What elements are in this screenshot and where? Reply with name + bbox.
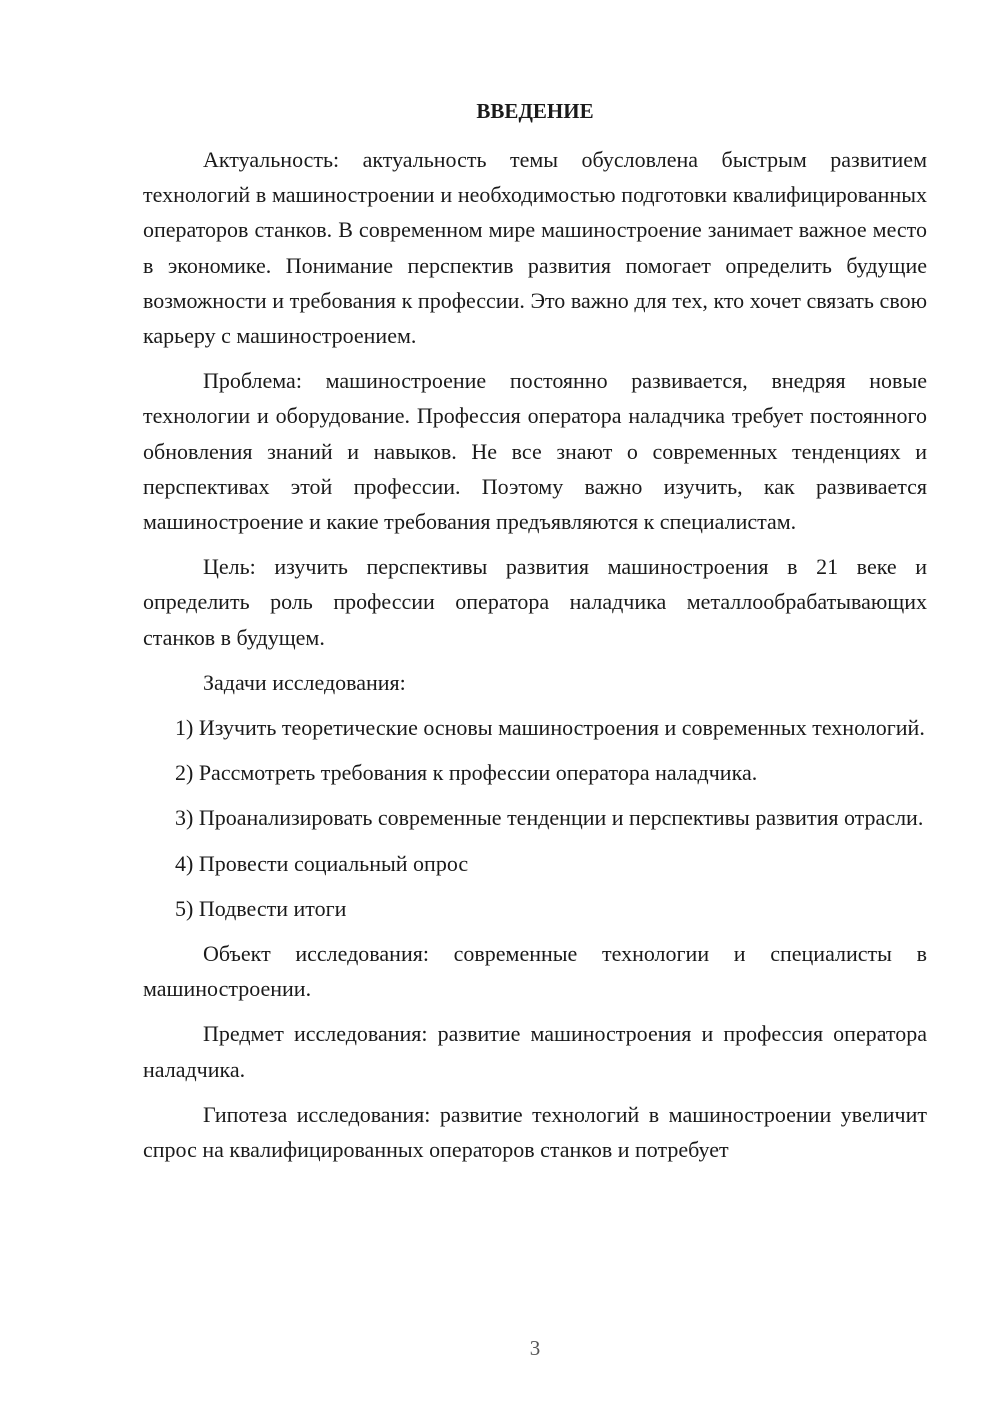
task-item-1: 1) Изучить теоретические основы машиностроения и современных технологий. [175,715,925,741]
paragraph-goal: Цель: изучить перспективы развития машиностроения в 21 веке и определить роль профессии оператора наладчика металлообрабатывающих станков в будущем. [143,554,927,650]
task-item-2: 2) Рассмотреть требования к профессии оператора наладчика. [175,760,758,786]
paragraph-relevance: Актуальность: актуальность темы обусловлена быстрым развитием технологий в машиностроении и необходимостью подготовки квалифицированных операторов станков. В современном мире машиностроение занимает важное место в экономике. Понимание перспектив развития помогает определить будущие возможности и требования к профессии. Это важно для тех, кто хочет связать свою карьеру с машиностроением. [143,147,927,349]
page-number: 3 [529,1336,541,1360]
task-item-4: 4) Провести социальный опрос [175,850,469,876]
paragraph-hypothesis: Гипотеза исследования: развитие технологий в машиностроении увеличит спрос на квалифицированных операторов станков и потребует [143,1101,927,1163]
document-body [143,142,927,1167]
document-page [143,0,927,1414]
tasks-heading: Задачи исследования: [203,669,406,695]
paragraph-object: Объект исследования: современные технологии и специалисты в машиностроении. [143,941,927,1002]
task-item-5: 5) Подвести итоги [175,895,347,921]
paragraph-subject: Предмет исследования: развитие машиностроения и профессия оператора наладчика. [143,1021,927,1082]
section-title: ВВЕДЕНИЕ [476,99,594,123]
task-item-3: 3) Проанализировать современные тенденции и перспективы развития отрасли. [175,805,924,831]
paragraph-problem: Проблема: машиностроение постоянно развивается, внедряя новые технологии и оборудование. Профессия оператора наладчика требует постоянного обновления знаний и навыков. Не все знают о современных тенденциях и перспективах этой профессии. Поэтому важно изучить, как развивается машиностроение и какие требования предъявляются к специалистам. [143,368,927,535]
